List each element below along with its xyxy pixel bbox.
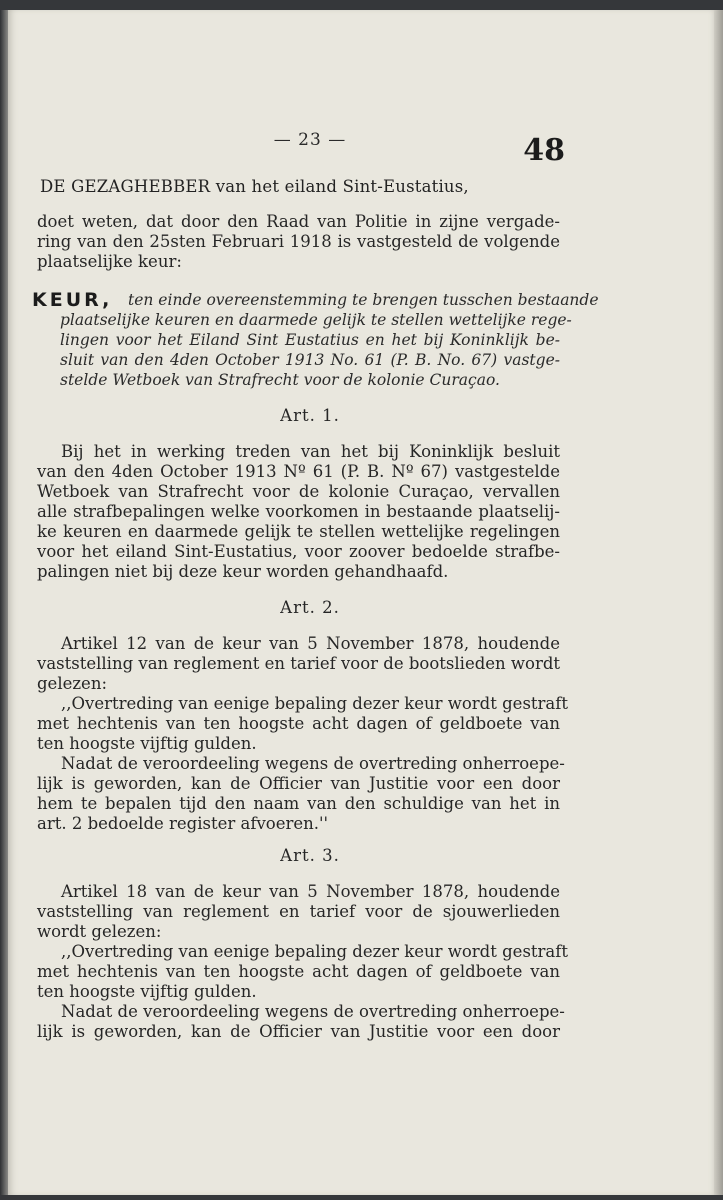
intro-paragraph bbox=[37, 212, 560, 272]
article-line: alle strafbepalingen welke voorkomen in bestaande plaatselij- bbox=[37, 502, 560, 521]
keur-line: stelde Wetboek van Strafrecht voor de kolonie Curaçao. bbox=[60, 371, 500, 389]
keur-title: KEUR, bbox=[32, 289, 113, 311]
article-line: ke keuren en daarmede gelijk te stellen wettelijke regelingen bbox=[37, 522, 560, 541]
article-3-title: Art. 3. bbox=[280, 846, 340, 865]
document-heading: DE GEZAGHEBBER van het eiland Sint-Eustatius, bbox=[40, 177, 469, 196]
intro-line: plaatselijke keur: bbox=[37, 252, 182, 271]
article-line: van den 4den October 1913 Nº 61 (P. B. Nº 67) vastgestelde bbox=[37, 462, 560, 481]
article-line: wordt gelezen: bbox=[37, 922, 162, 941]
article-line: lijk is geworden, kan de Officier van Justitie voor een door bbox=[37, 774, 560, 793]
article-line: ,,Overtreding van eenige bepaling dezer keur wordt gestraft bbox=[61, 694, 569, 713]
page-edge bbox=[714, 10, 723, 1195]
article-line: vaststelling van reglement en tarief voor de sjouwerlieden bbox=[37, 902, 560, 921]
article-line: palingen niet bij deze keur worden gehandhaafd. bbox=[37, 562, 449, 581]
page-number: 48 bbox=[523, 133, 565, 168]
article-line: Nadat de veroordeeling wegens de overtreding onherroepe- bbox=[61, 1002, 565, 1021]
article-line: art. 2 bedoelde register afvoeren.'' bbox=[37, 814, 329, 833]
article-line: Bij het in werking treden van het bij Koninklijk besluit bbox=[61, 442, 560, 461]
keur-preamble bbox=[60, 290, 599, 390]
article-line: met hechtenis van ten hoogste acht dagen of geldboete van bbox=[37, 714, 560, 733]
article-line: met hechtenis van ten hoogste acht dagen of geldboete van bbox=[37, 962, 560, 981]
keur-line: sluit van den 4den October 1913 No. 61 (P. B. No. 67) vastge- bbox=[60, 351, 560, 369]
article-line: Wetboek van Strafrecht voor de kolonie Curaçao, vervallen bbox=[37, 482, 560, 501]
article-line: hem te bepalen tijd den naam van den schuldige van het in bbox=[37, 794, 560, 813]
article-line: Artikel 12 van de keur van 5 November 1878, houdende bbox=[61, 634, 560, 653]
article-2-body bbox=[37, 634, 569, 834]
intro-line: doet weten, dat door den Raad van Politie in zijne vergade- bbox=[37, 212, 560, 231]
folio-number: — 23 — bbox=[273, 130, 347, 150]
article-line: voor het eiland Sint-Eustatius, voor zoover bedoelde strafbe- bbox=[37, 542, 560, 561]
article-1-body bbox=[37, 442, 560, 582]
article-line: ,,Overtreding van eenige bepaling dezer keur wordt gestraft bbox=[61, 942, 569, 961]
article-line: ten hoogste vijftig gulden. bbox=[37, 982, 257, 1001]
article-line: Artikel 18 van de keur van 5 November 1878, houdende bbox=[61, 882, 560, 901]
book-spine bbox=[0, 10, 8, 1195]
article-2-title: Art. 2. bbox=[280, 598, 340, 617]
article-3-body bbox=[37, 882, 569, 1042]
intro-line: ring van den 25sten Februari 1918 is vastgesteld de volgende bbox=[37, 232, 560, 251]
keur-line: plaatselijke keuren en daarmede gelijk te stellen wettelijke rege- bbox=[60, 311, 572, 329]
article-line: ten hoogste vijftig gulden. bbox=[37, 734, 257, 753]
article-line: vaststelling van reglement en tarief voor de bootslieden wordt bbox=[37, 654, 561, 673]
keur-line: lingen voor het Eiland Sint Eustatius en het bij Koninklijk be- bbox=[60, 331, 560, 349]
article-line: Nadat de veroordeeling wegens de overtreding onherroepe- bbox=[61, 754, 565, 773]
article-1-title: Art. 1. bbox=[280, 406, 340, 425]
article-line: lijk is geworden, kan de Officier van Justitie voor een door bbox=[37, 1022, 560, 1041]
article-line: gelezen: bbox=[37, 674, 108, 693]
keur-line: ten einde overeenstemming te brengen tusschen bestaande bbox=[128, 291, 599, 309]
